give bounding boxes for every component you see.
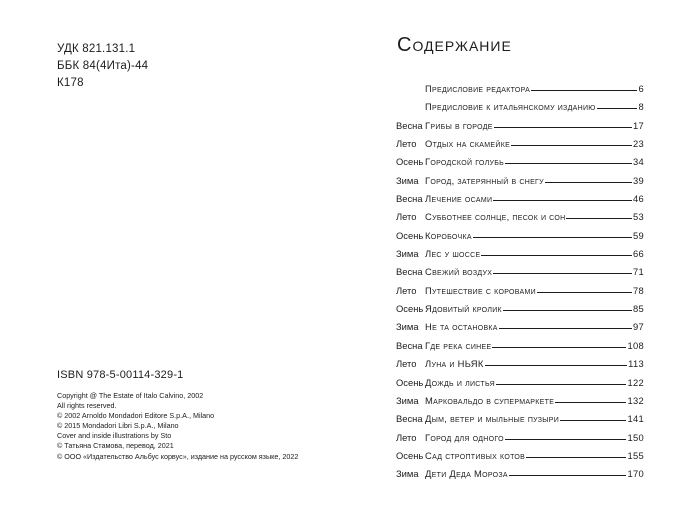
toc-entry xyxy=(396,358,644,376)
toc-chapter-title: Дети Деда Мороза xyxy=(425,468,508,480)
toc-chapter-title: Не та остановка xyxy=(425,321,498,333)
toc-season: Осень xyxy=(396,376,424,388)
toc-page-number: 97 xyxy=(632,321,644,333)
toc-page-number: 155 xyxy=(627,449,644,461)
toc-page-number: 39 xyxy=(632,174,644,186)
toc-chapter-title: Субботнее солнце, песок и сон xyxy=(425,211,566,223)
toc-season: Зима xyxy=(396,248,419,260)
toc-entry xyxy=(396,248,644,266)
toc-season: Лето xyxy=(396,211,417,223)
toc-entry xyxy=(396,377,644,395)
toc-leader-line xyxy=(505,163,632,164)
toc-entry xyxy=(396,266,644,284)
toc-chapter-title: Марковальдо в супермаркете xyxy=(425,394,555,406)
toc-leader-line xyxy=(499,328,632,329)
toc-entry xyxy=(396,120,644,138)
toc-entry xyxy=(396,230,644,248)
toc-page-number: 46 xyxy=(632,193,644,205)
toc-page-number: 34 xyxy=(632,156,644,168)
toc-season: Лето xyxy=(396,138,417,150)
toc-entry xyxy=(396,303,644,321)
toc-leader-line xyxy=(493,200,632,201)
toc-chapter-title: Город, затерянный в снегу xyxy=(425,174,544,186)
toc-chapter-title: Луна и НЬЯК xyxy=(425,358,484,370)
toc-entry xyxy=(396,285,644,303)
toc-chapter-title: Предисловие редактора xyxy=(425,83,531,94)
toc-season: Весна xyxy=(396,413,423,425)
toc-page-number: 132 xyxy=(627,394,644,406)
toc-leader-line xyxy=(493,273,632,274)
toc-chapter-title: Свежий воздух xyxy=(425,266,493,278)
toc-leader-line xyxy=(496,384,627,385)
toc-leader-line xyxy=(485,365,628,366)
toc-leader-line xyxy=(494,127,632,128)
toc-leader-line xyxy=(597,108,638,109)
toc-leader-line xyxy=(526,457,626,458)
toc-chapter-title: Дым, ветер и мыльные пузыри xyxy=(425,413,560,425)
toc-page-number: 141 xyxy=(627,413,644,425)
toc-leader-line xyxy=(509,475,627,476)
toc-entry xyxy=(396,83,644,101)
toc-entry xyxy=(396,175,644,193)
toc-chapter-title: Коробочка xyxy=(425,229,472,241)
toc-page-number: 85 xyxy=(632,303,644,315)
toc-season: Лето xyxy=(396,284,417,296)
toc-entry xyxy=(396,211,644,229)
author-mark: К178 xyxy=(57,77,84,89)
toc-season: Осень xyxy=(396,449,424,461)
copyright-line: All rights reserved. xyxy=(57,401,117,411)
toc-entry xyxy=(396,340,644,358)
toc-season: Лето xyxy=(396,431,417,443)
toc-page-number: 122 xyxy=(627,376,644,388)
toc-page-number: 23 xyxy=(632,138,644,150)
toc-page-number: 8 xyxy=(638,101,644,113)
toc-leader-line xyxy=(555,402,626,403)
toc-leader-line xyxy=(503,310,632,311)
toc-chapter-title: Путешествие с коровами xyxy=(425,284,536,296)
toc-chapter-title: Грибы в городе xyxy=(425,119,493,131)
copyright-line: Cover and inside illustrations by Sto xyxy=(57,431,172,441)
copyright-line: Copyright @ The Estate of Italo Calvino, 2002 xyxy=(57,391,204,400)
toc-season: Осень xyxy=(396,303,424,315)
toc-entry xyxy=(396,193,644,211)
toc-entry xyxy=(396,395,644,413)
toc-chapter-title: Город для одного xyxy=(425,431,504,443)
toc-page-number: 108 xyxy=(627,339,644,351)
toc-entry xyxy=(396,413,644,431)
toc-title: Содержание xyxy=(397,34,512,56)
toc-chapter-title: Городской голубь xyxy=(425,156,504,168)
toc-page-number: 113 xyxy=(628,358,644,370)
copyright-line: © 2002 Arnoldo Mondadori Editore S.p.A., Milano xyxy=(57,411,215,421)
toc-chapter-title: Отдых на скамейке xyxy=(425,138,511,150)
toc-leader-line xyxy=(531,90,637,91)
toc-chapter-title: Сад строптивых котов xyxy=(425,449,526,461)
toc-page-number: 53 xyxy=(632,211,644,223)
toc-season: Осень xyxy=(396,156,424,168)
bbk-code: ББК 84(4Ита)-44 xyxy=(57,60,149,72)
toc-season: Зима xyxy=(396,321,419,333)
toc-season: Зима xyxy=(396,468,419,480)
classification-codes xyxy=(57,41,148,92)
toc-page-number: 17 xyxy=(632,119,644,131)
copyright-line: © Татьяна Стамова, перевод, 2021 xyxy=(57,441,174,451)
toc-entry xyxy=(396,138,644,156)
toc-leader-line xyxy=(473,237,632,238)
toc-chapter-title: Лес у шоссе xyxy=(425,248,481,260)
copyright-line: © 2015 Mondadori Libri S.p.A., Milano xyxy=(57,421,179,431)
toc-season: Осень xyxy=(396,229,424,241)
toc-leader-line xyxy=(537,292,632,293)
udk-code: УДК 821.131.1 xyxy=(57,43,136,55)
toc-page-number: 59 xyxy=(632,229,644,241)
toc-chapter-title: Лечение осами xyxy=(425,193,493,205)
toc-page-number: 170 xyxy=(627,468,644,480)
toc-page-number: 78 xyxy=(632,284,644,296)
toc-season: Зима xyxy=(396,174,419,186)
toc-leader-line xyxy=(505,439,627,440)
toc-entry xyxy=(396,468,644,486)
toc-chapter-title: Где река синее xyxy=(425,339,492,351)
toc-leader-line xyxy=(560,420,626,421)
right-page xyxy=(350,0,700,525)
toc-season: Лето xyxy=(396,358,417,370)
toc-page-number: 150 xyxy=(627,431,644,443)
toc-entry xyxy=(396,432,644,450)
toc-season: Зима xyxy=(396,394,419,406)
toc-season: Весна xyxy=(396,339,423,351)
toc-entry xyxy=(396,101,644,119)
toc-page-number: 71 xyxy=(632,266,644,278)
toc-season: Весна xyxy=(396,119,423,131)
copyright-block xyxy=(57,391,298,462)
isbn: ISBN 978-5-00114-329-1 xyxy=(57,369,184,381)
toc-chapter-title: Ядовитый кролик xyxy=(425,303,502,315)
toc-leader-line xyxy=(566,218,631,219)
toc-entry xyxy=(396,321,644,339)
toc-chapter-title: Предисловие к итальянскому изданию xyxy=(425,101,596,113)
toc-entry xyxy=(396,156,644,174)
toc-leader-line xyxy=(545,182,632,183)
toc-chapter-title: Дождь и листья xyxy=(425,376,495,388)
copyright-line: © ООО «Издательство Альбус корвус», издание на русском языке, 2022 xyxy=(57,451,299,461)
toc-leader-line xyxy=(511,145,632,146)
toc-leader-line xyxy=(481,255,631,256)
table-of-contents xyxy=(396,83,644,487)
toc-page-number: 66 xyxy=(632,248,644,260)
toc-season: Весна xyxy=(396,193,423,205)
toc-page-number: 6 xyxy=(638,83,644,94)
toc-leader-line xyxy=(492,347,626,348)
toc-entry xyxy=(396,450,644,468)
toc-season: Весна xyxy=(396,266,423,278)
